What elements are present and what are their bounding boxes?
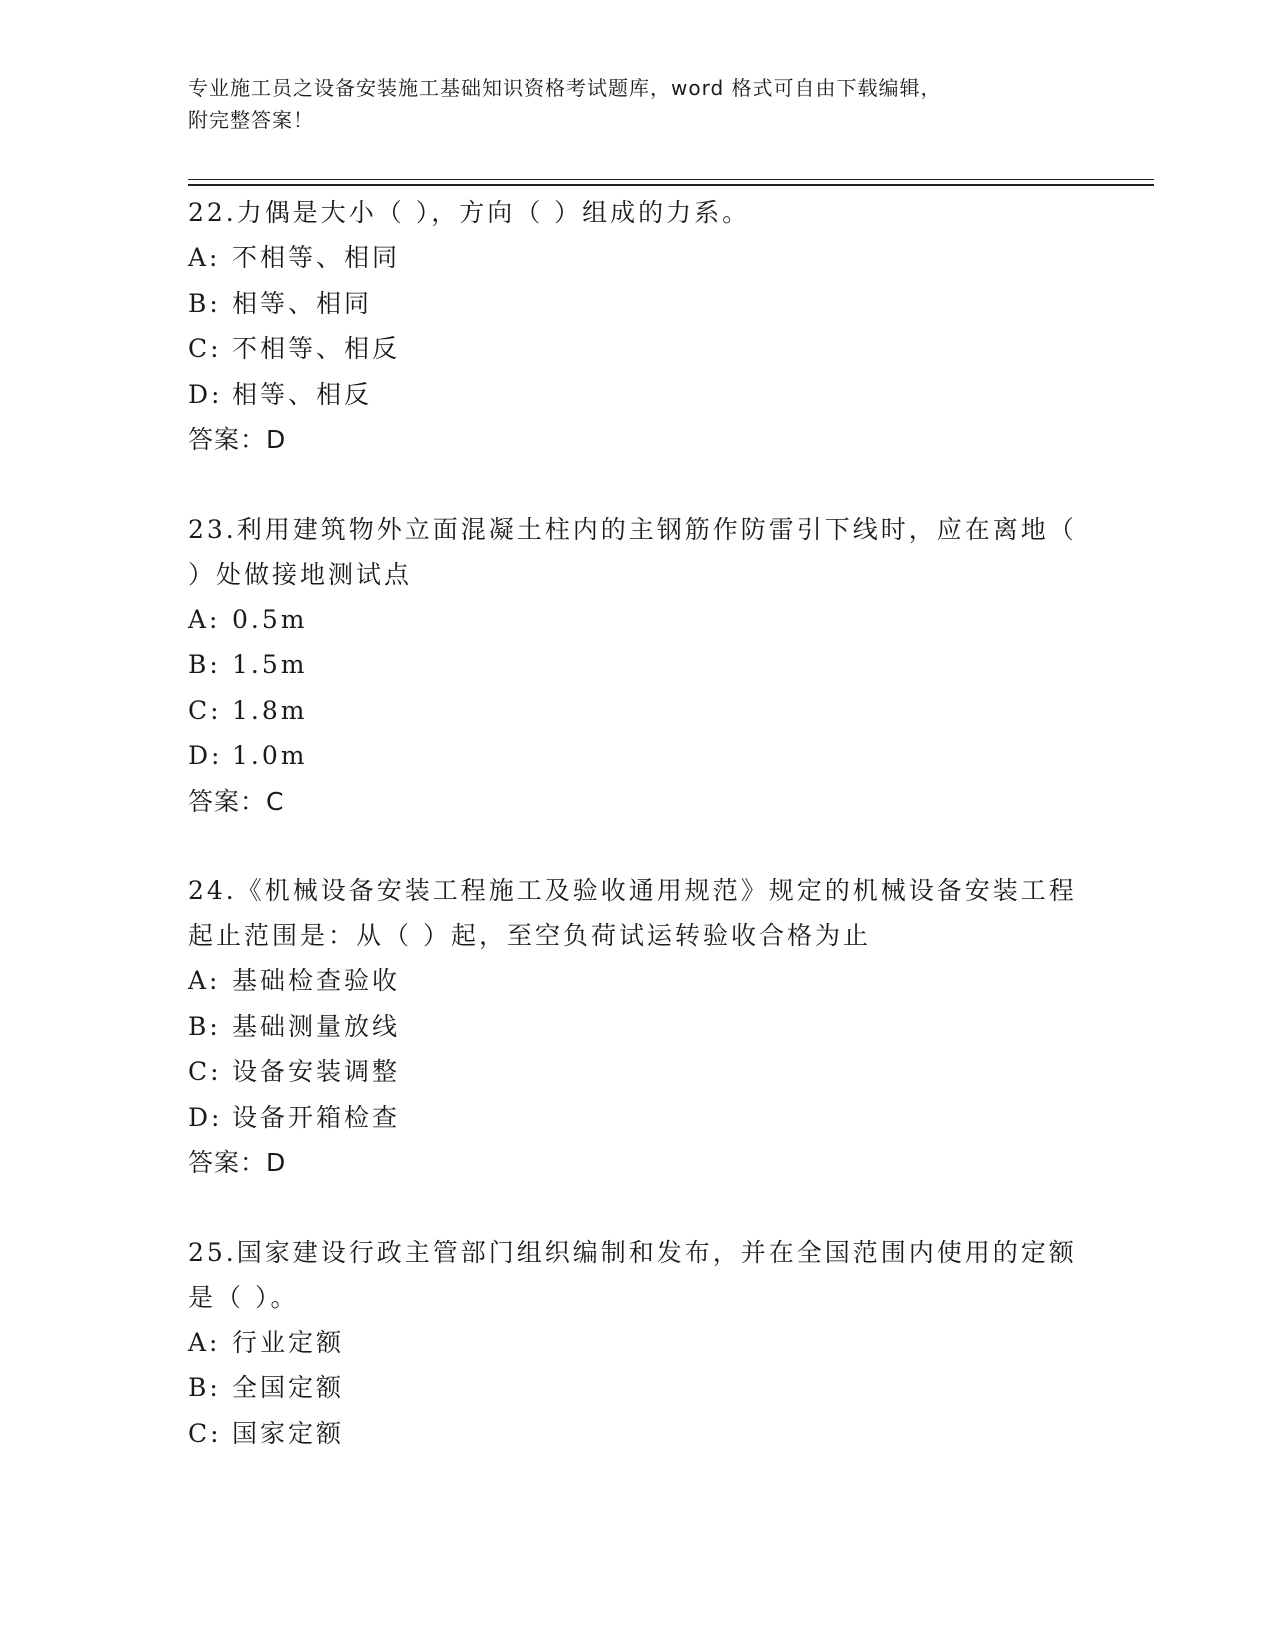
option-text: 不相等、相反 bbox=[232, 334, 401, 363]
option-key: B: bbox=[188, 650, 221, 679]
option-text: 基础测量放线 bbox=[232, 1011, 401, 1041]
option-key: A: bbox=[188, 604, 221, 634]
option-text: 1.0m bbox=[232, 741, 308, 770]
header-divider-thin bbox=[188, 179, 1154, 180]
header-divider-thick bbox=[188, 184, 1154, 186]
question-25 bbox=[188, 1230, 1088, 1457]
option-key: C: bbox=[188, 1057, 222, 1086]
question-stem: 23.利用建筑物外立面混凝土柱内的主钢筋作防雷引下线时，应在离地（ ）处做接地测试点 bbox=[188, 514, 1077, 589]
option-d bbox=[188, 733, 1088, 779]
question-23 bbox=[188, 507, 1088, 825]
option-c bbox=[188, 1049, 1088, 1095]
option-text: 设备开箱检查 bbox=[232, 1102, 401, 1132]
option-b bbox=[188, 1004, 1088, 1050]
option-key: C: bbox=[188, 695, 222, 725]
option-a bbox=[188, 1320, 1088, 1366]
option-text: 0.5m bbox=[232, 604, 308, 634]
option-b bbox=[188, 642, 1088, 688]
question-stem: 22.力偶是大小（ ），方向（ ）组成的力系。 bbox=[188, 198, 751, 227]
option-text: 全国定额 bbox=[232, 1373, 345, 1402]
option-text: 1.5m bbox=[232, 650, 308, 679]
option-a bbox=[188, 235, 1088, 281]
option-c bbox=[188, 326, 1088, 372]
option-key: C: bbox=[188, 1418, 222, 1448]
option-text: 国家定额 bbox=[232, 1418, 345, 1448]
question-list bbox=[188, 190, 1088, 1500]
option-text: 不相等、相同 bbox=[232, 243, 401, 272]
option-d bbox=[188, 372, 1088, 418]
option-text: 1.8m bbox=[232, 695, 308, 725]
header-title-line-1: 专业施工员之设备安装施工基础知识资格考试题库，word 格式可自由下载编辑， bbox=[188, 76, 942, 100]
question-22 bbox=[188, 190, 1088, 463]
option-key: A: bbox=[188, 1327, 221, 1357]
option-key: D: bbox=[188, 1102, 223, 1132]
option-text: 基础检查验收 bbox=[232, 966, 401, 995]
option-a bbox=[188, 958, 1088, 1004]
option-key: B: bbox=[188, 288, 221, 318]
question-24 bbox=[188, 868, 1088, 1186]
option-key: A: bbox=[188, 243, 221, 272]
option-key: A: bbox=[188, 966, 221, 995]
option-b bbox=[188, 281, 1088, 327]
answer-line: 答案：C bbox=[188, 786, 285, 816]
option-key: D: bbox=[188, 379, 223, 409]
option-text: 行业定额 bbox=[232, 1327, 345, 1357]
option-key: C: bbox=[188, 334, 222, 363]
header-title-line-2: 附完整答案！ bbox=[188, 108, 314, 132]
option-key: B: bbox=[188, 1011, 221, 1041]
option-c bbox=[188, 688, 1088, 734]
option-b bbox=[188, 1365, 1088, 1411]
option-text: 设备安装调整 bbox=[232, 1057, 401, 1086]
answer-line: 答案：D bbox=[188, 1148, 287, 1177]
question-stem: 25.国家建设行政主管部门组织编制和发布，并在全国范围内使用的定额是（ ）。 bbox=[188, 1237, 1077, 1312]
option-a bbox=[188, 597, 1088, 643]
document-header bbox=[188, 72, 1068, 136]
answer-line: 答案：D bbox=[188, 425, 287, 454]
option-key: B: bbox=[188, 1373, 221, 1402]
option-d bbox=[188, 1095, 1088, 1141]
option-text: 相等、相同 bbox=[232, 288, 373, 318]
option-c bbox=[188, 1411, 1088, 1457]
question-stem: 24.《机械设备安装工程施工及验收通用规范》规定的机械设备安装工程起止范围是：从（ ）起，至空负荷试运转验收合格为止 bbox=[188, 876, 1077, 950]
option-text: 相等、相反 bbox=[232, 379, 373, 409]
option-key: D: bbox=[188, 741, 223, 770]
